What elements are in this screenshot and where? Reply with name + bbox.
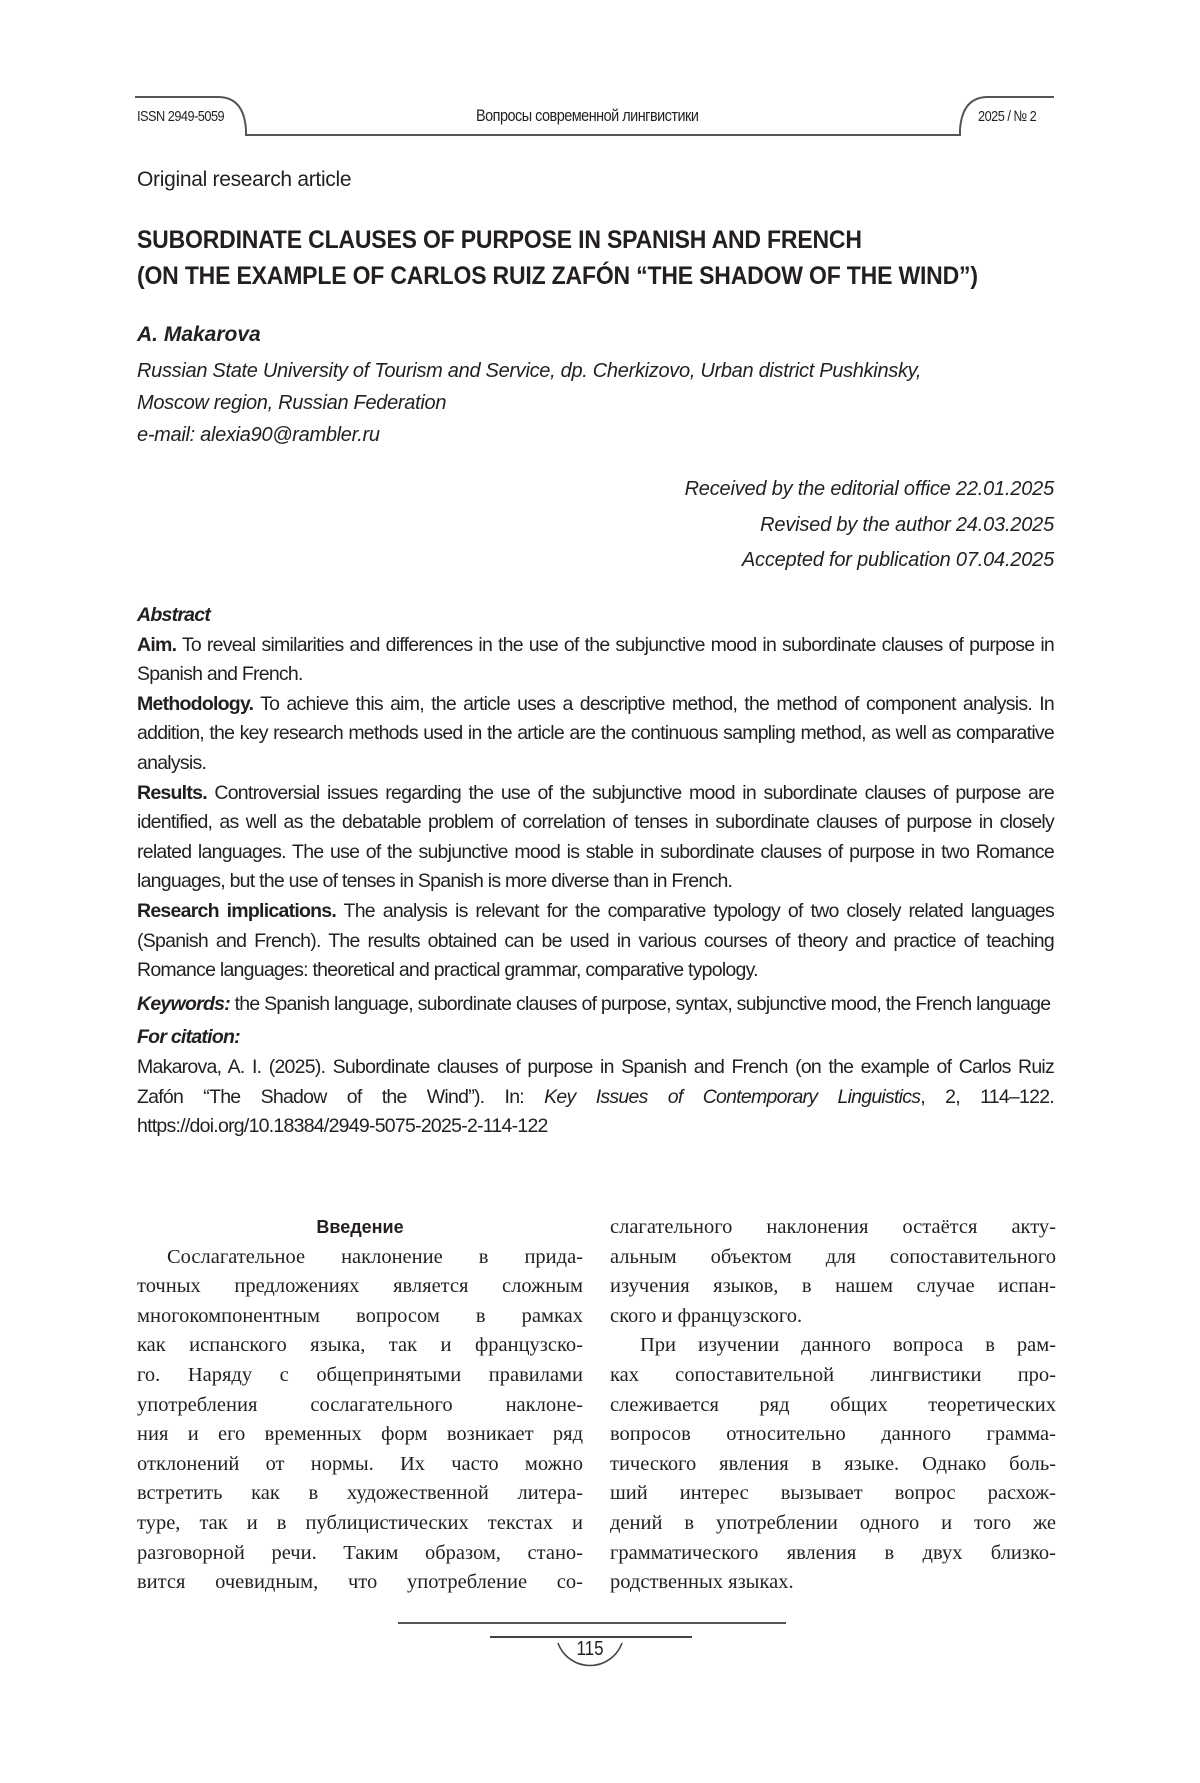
revised-date: Revised by the author 24.03.2025 [685,508,1054,544]
body-text-line: как испанского языка, так и французско- [137,1331,583,1361]
running-header-frame [0,0,1200,150]
methodology-label: Methodology. [137,693,253,715]
citation-journal: Key Issues of Contemporary Linguistics [544,1086,920,1108]
body-text-line: грамматического явления в двух близко- [610,1539,1056,1569]
journal-name: Вопросы современной лингвистики [476,106,698,126]
results-label: Results. [137,782,207,804]
author-email[interactable]: e-mail: alexia90@rambler.ru [137,419,921,451]
issue-number: 2025 / № 2 [978,108,1036,125]
results-text: Controversial issues regarding the use of the subjunctive mood in subordinate clauses of pur­pose are identified, as well as the debatable problem of correlation of tenses in subordinate clauses of purpose in closely related languages. The use of the subjunctive mood is stable in subordinate clauses of purpose in two Romance languages, but the use of tenses in Spanish is more diverse than in French. [137,782,1054,893]
body-text-line: вится очевидным, что употребление со- [137,1568,583,1598]
body-text-line: встретить как в художественной литера- [137,1479,583,1509]
accepted-date: Accepted for publication 07.04.2025 [685,543,1054,579]
body-text-line: родственных языках. [610,1568,1056,1598]
page-number: 115 [565,1638,616,1661]
keywords-label: Keywords: [137,993,230,1015]
body-text-line: альным объектом для сопоставительного [610,1243,1056,1273]
author: A. Makarova [137,323,261,347]
aim-text: To reveal similarities and differences in the use of the subjunctive mood in subordinate clauses of purpose in Spanish and French. [137,634,1054,686]
received-date: Received by the editorial office 22.01.2025 [685,472,1054,508]
body-text-line: слеживается ряд общих теоретических [610,1391,1056,1421]
body-text-line: тического явления в языке. Однако боль- [610,1450,1056,1480]
affiliation [137,355,921,451]
abstract-results [137,779,1054,897]
publication-dates [685,472,1054,579]
citation-label: For citation: [137,1026,240,1048]
affiliation-line: Moscow region, Russian Federation [137,387,921,419]
body-text-line: вопросов относительно данного грамма- [610,1420,1056,1450]
abstract-aim [137,631,1054,690]
body-text-line: Сослагательное наклонение в прида- [137,1243,583,1273]
body-text-line: отклонений от нормы. Их часто можно [137,1450,583,1480]
title-line: (ON THE EXAMPLE OF CARLOS RUIZ ZAFÓN “THE SHADOW OF THE WIND”) [137,258,978,294]
body-text-line: точных предложениях является сложным [137,1272,583,1302]
body-text-line: При изучении данного вопроса в рам- [610,1331,1056,1361]
citation-text: Makarova, A. I. (2025). Subordinate clauses of purpose in Spanish and French (on the example of Carlos Ruiz Zafón “The Shadow of the Wind”). In: [137,1056,1054,1108]
article-title [137,222,978,294]
body-text-line: го. Наряду с общепринятыми правилами [137,1361,583,1391]
citation-doi[interactable]: , 2, 114–122. https://doi.org/10.18384/2949-5075-2025-2-114-122 [137,1086,1054,1138]
body-text-line: многокомпонентным вопросом в рамках [137,1302,583,1332]
title-line: SUBORDINATE CLAUSES OF PURPOSE IN SPANISH AND FRENCH [137,222,978,258]
section-heading: Введение [137,1213,583,1243]
body-text-line: ший интерес вызывает вопрос расхож- [610,1479,1056,1509]
body-text-line: туре, так и в публицистических текстах и [137,1509,583,1539]
body-text-line: дений в употреблении одного и того же [610,1509,1056,1539]
abstract-methodology [137,690,1054,779]
methodology-text: To achieve this aim, the article uses a descriptive method, the method of component analysis. In addition, the key research methods used in the article are the continuous sampling method, as well as comparative analysis. [137,693,1054,774]
issn: ISSN 2949-5059 [137,108,224,125]
body-text-line: слагательного наклонения остаётся акту- [610,1213,1056,1243]
keywords-text: the Spanish language, subordinate clauses of purpose, syntax, subjunctive mood, the French language [230,993,1050,1015]
citation [137,1053,1054,1142]
body-column-left [137,1213,583,1598]
abstract-implications [137,897,1054,986]
body-text-line: ского и французского. [610,1302,1056,1332]
body-text-line: употребления сослагательного наклоне- [137,1391,583,1421]
body-text-line: разговорной речи. Таким образом, стано- [137,1539,583,1569]
implications-label: Research implications. [137,900,336,922]
aim-label: Aim. [137,634,176,656]
body-column-right [610,1213,1056,1598]
abstract [137,601,1054,1142]
implications-text: The analysis is relevant for the comparative typology of two closely related languages (Spanish and French). The results obtained can be used in various courses of theory and practice of teaching Romance languages: theoretical and practical grammar, comparative typology. [137,900,1054,981]
body-text-line: изучения языков, в нашем случае испан- [610,1272,1056,1302]
body-text-line: ния и его временных форм возникает ряд [137,1420,583,1450]
affiliation-line: Russian State University of Tourism and Service, dp. Cherkizovo, Urban district Pushkinsky, [137,355,921,387]
body-text-line: ках сопоставительной лингвистики про- [610,1361,1056,1391]
article-type: Original research article [137,168,351,192]
abstract-heading: Abstract [137,604,210,626]
keywords [137,990,1054,1020]
